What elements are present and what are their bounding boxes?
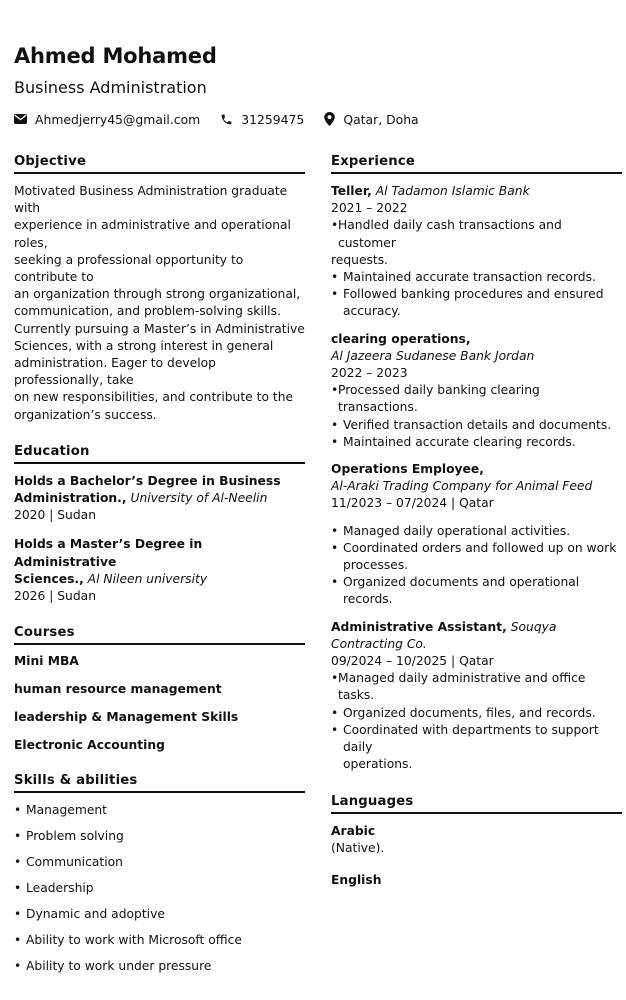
bullet-text: Managed daily operational activities.	[343, 523, 571, 538]
bullet: •	[331, 540, 339, 555]
candidate-title: Business Administration	[14, 78, 207, 97]
objective-line: administration. Eager to develop professionally, take	[14, 356, 216, 388]
objective-line: communication, and problem-solving skills.	[14, 304, 281, 319]
degree-line	[14, 571, 305, 588]
objective-heading: Objective	[14, 154, 305, 174]
bullet: •	[331, 287, 339, 302]
bullet-line: Coordinated with departments to support daily	[343, 722, 599, 755]
bullet: •	[14, 907, 22, 922]
degree-line	[14, 490, 305, 507]
bullet-line: processes.	[343, 558, 409, 573]
bullet: •	[331, 671, 339, 686]
bullet: •	[331, 434, 339, 449]
experience-item	[331, 619, 622, 774]
objective-line: organization’s success.	[14, 407, 157, 422]
bullet: •	[331, 523, 339, 538]
degree-line: Holds a Master’s Degree in Administrative	[14, 537, 203, 569]
experience-section	[331, 154, 622, 774]
skill-item	[14, 880, 305, 897]
bullet-line: accuracy.	[343, 304, 401, 319]
job-title: Administrative Assistant,	[331, 619, 507, 634]
bullet: •	[14, 829, 22, 844]
experience-item	[331, 461, 622, 609]
contact-phone	[220, 112, 304, 127]
bullet: •	[14, 855, 22, 870]
candidate-name: Ahmed Mohamed	[14, 44, 217, 68]
job-title: Teller,	[331, 184, 372, 198]
contact-location	[324, 112, 418, 127]
bullet-line: Coordinated orders and followed up on work	[343, 540, 617, 555]
job-bullet	[331, 722, 622, 774]
bullet-line: Followed banking procedures and ensured	[343, 287, 604, 302]
job-line	[331, 619, 622, 653]
left-column	[14, 154, 305, 984]
bullet-text	[343, 286, 604, 320]
experience-heading: Experience	[331, 154, 622, 174]
bullet-line: operations.	[343, 757, 413, 772]
language-name: Arabic	[331, 823, 376, 838]
objective-line: Sciences, with a strong interest in general	[14, 338, 274, 353]
company-name: Al Tadamon Islamic Bank	[375, 184, 530, 198]
bullet-text: Organized documents, files, and records.	[343, 705, 596, 720]
bullet-text	[343, 722, 622, 774]
location-pin-icon	[324, 112, 335, 126]
course-item: human resource management	[14, 682, 222, 697]
bullet: •	[331, 383, 339, 398]
bullet-text	[343, 540, 616, 574]
objective-line: Currently pursuing a Master’s in Administrative	[14, 321, 305, 336]
bullet: •	[331, 417, 339, 432]
job-bullet	[331, 382, 622, 416]
education-item	[14, 473, 305, 525]
experience-item	[331, 183, 622, 321]
bullet: •	[14, 933, 22, 948]
bullet-text: Processed daily banking clearing transactions.	[338, 383, 540, 415]
languages-heading: Languages	[331, 794, 622, 814]
job-title: clearing operations,	[331, 331, 471, 346]
skill-item	[14, 906, 305, 923]
skill-item	[14, 958, 305, 975]
bullet-continuation: requests.	[331, 252, 389, 267]
bullet-text: Managed daily administrative and office tasks.	[338, 671, 586, 703]
skills-list	[14, 802, 305, 975]
phone-icon	[220, 113, 233, 126]
bullet: •	[331, 575, 339, 590]
language-level: (Native).	[331, 840, 385, 855]
skill-item	[14, 932, 305, 949]
degree-line: Holds a Bachelor’s Degree in Business	[14, 473, 281, 488]
company-name: Al-Araki Trading Company for Animal Feed	[331, 479, 593, 494]
skill-text: Problem solving	[26, 829, 124, 844]
bullet-text: Handled daily cash transactions and customer	[338, 218, 562, 250]
bullet: •	[331, 705, 339, 720]
job-meta: 09/2024 – 10/2025 | Qatar	[331, 654, 494, 669]
job-meta: 11/2023 – 07/2024 | Qatar	[331, 496, 494, 511]
bullet: •	[14, 803, 22, 818]
right-column	[331, 154, 622, 889]
skill-text: Dynamic and adoptive	[26, 907, 165, 922]
school-name: Al Nileen university	[87, 571, 208, 586]
job-bullet	[331, 574, 622, 608]
education-meta: 2020 | Sudan	[14, 508, 96, 523]
language-item	[331, 872, 622, 889]
education-section	[14, 444, 305, 605]
degree-text: Sciences.,	[14, 571, 84, 586]
school-name: University of Al-Neelin	[130, 491, 268, 506]
job-bullet	[331, 705, 622, 722]
experience-item	[331, 331, 622, 451]
degree-text: Administration.,	[14, 491, 127, 506]
skill-text: Ability to work with Microsoft office	[26, 933, 242, 948]
company-name: Souqya Contracting Co.	[331, 619, 557, 651]
job-bullet	[331, 417, 622, 434]
bullet-text: Organized documents and operational records.	[343, 575, 580, 607]
course-item: Electronic Accounting	[14, 738, 165, 753]
objective-line: experience in administrative and operational roles,	[14, 218, 291, 250]
email-text: Ahmedjerry45@gmail.com	[35, 111, 201, 127]
contact-email	[14, 112, 200, 127]
bullet: •	[331, 722, 339, 737]
bullet: •	[331, 270, 339, 285]
objective-section	[14, 154, 305, 424]
objective-line: seeking a professional opportunity to contribute to	[14, 252, 244, 285]
skills-heading: Skills & abilities	[14, 773, 305, 793]
skill-text: Management	[26, 803, 108, 818]
objective-line: Motivated Business Administration graduate with	[14, 184, 288, 216]
bullet-text: Maintained accurate transaction records.	[343, 270, 596, 285]
company-name: Al Jazeera Sudanese Bank Jordan	[331, 348, 535, 363]
job-line	[331, 183, 622, 200]
job-meta: 2022 – 2023	[331, 366, 408, 381]
bullet-text: Verified transaction details and documents.	[343, 417, 612, 432]
skill-text: Leadership	[26, 881, 94, 896]
bullet: •	[331, 218, 339, 233]
job-bullet	[331, 286, 622, 320]
objective-line: on new responsibilities, and contribute to the	[14, 390, 294, 405]
objective-line: an organization through strong organizational,	[14, 287, 301, 302]
language-name: English	[331, 872, 382, 887]
location-text: Qatar, Doha	[343, 111, 419, 127]
job-meta: 2021 – 2022	[331, 201, 408, 216]
education-heading: Education	[14, 444, 305, 464]
job-bullet	[331, 217, 622, 251]
course-item: leadership & Management Skills	[14, 710, 239, 725]
job-title: Operations Employee,	[331, 462, 484, 477]
envelope-icon	[14, 114, 27, 124]
contact-bar	[14, 110, 439, 128]
course-item: Mini MBA	[14, 654, 79, 669]
job-bullet	[331, 434, 622, 451]
languages-section	[331, 794, 622, 890]
skill-item	[14, 854, 305, 871]
bullet: •	[14, 881, 22, 896]
language-item	[331, 823, 622, 857]
skill-text: Ability to work under pressure	[26, 959, 212, 974]
job-bullet	[331, 523, 622, 540]
job-bullet	[331, 269, 622, 286]
courses-heading: Courses	[14, 625, 305, 645]
job-bullet	[331, 540, 622, 574]
skill-item	[14, 802, 305, 819]
job-bullet	[331, 670, 622, 704]
courses-section	[14, 625, 305, 754]
phone-text: 31259475	[241, 111, 305, 127]
bullet: •	[14, 959, 22, 974]
skills-section	[14, 773, 305, 975]
education-item	[14, 536, 305, 605]
bullet-text: Maintained accurate clearing records.	[343, 434, 576, 449]
objective-text	[14, 183, 305, 424]
skill-item	[14, 828, 305, 845]
skill-text: Communication	[26, 855, 123, 870]
education-meta: 2026 | Sudan	[14, 589, 96, 604]
